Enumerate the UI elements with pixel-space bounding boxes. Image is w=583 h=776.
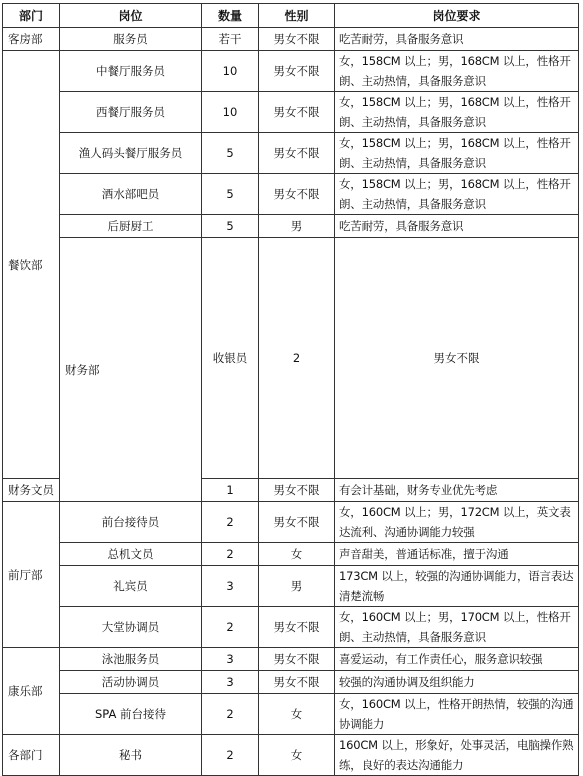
table-row (3, 174, 579, 215)
quantity-cell: 3 (202, 566, 259, 607)
gender-cell: 男女不限 (259, 28, 335, 51)
position-cell: 酒水部吧员 (60, 174, 202, 215)
table-row (3, 133, 579, 174)
recruitment-table (2, 3, 579, 776)
quantity-cell: 3 (202, 671, 259, 694)
gender-cell: 女 (259, 735, 335, 776)
position-cell: 活动协调员 (60, 671, 202, 694)
gender-cell: 男女不限 (259, 607, 335, 648)
requirement-cell: 有会计基础，财务专业优先考虑 (335, 479, 579, 502)
header-quantity: 数量 (202, 4, 259, 28)
gender-cell: 女 (259, 543, 335, 566)
position-cell: SPA 前台接待 (60, 694, 202, 735)
requirement-cell: 女，158CM 以上；男，168CM 以上，性格开朗、主动热情，具备服务意识 (335, 92, 579, 133)
table-row (3, 92, 579, 133)
quantity-cell: 2 (202, 607, 259, 648)
quantity-cell: 2 (202, 735, 259, 776)
gender-cell: 男女不限 (335, 238, 579, 479)
table-row (3, 215, 579, 238)
department-cell: 各部门 (3, 735, 60, 776)
gender-cell: 男女不限 (259, 671, 335, 694)
table-row (3, 607, 579, 648)
requirement-cell: 吃苦耐劳，具备服务意识 (335, 28, 579, 51)
department-cell: 财务部 (60, 238, 202, 502)
quantity-cell: 10 (202, 51, 259, 92)
header-row (3, 4, 579, 28)
gender-cell: 男女不限 (259, 648, 335, 671)
quantity-cell: 2 (202, 502, 259, 543)
header-position: 岗位 (60, 4, 202, 28)
position-cell: 泳池服务员 (60, 648, 202, 671)
department-cell: 客房部 (3, 28, 60, 51)
gender-cell: 男女不限 (259, 174, 335, 215)
requirement-cell: 女，160CM 以上，性格开朗热情，较强的沟通协调能力 (335, 694, 579, 735)
table-row (3, 648, 579, 671)
department-cell: 康乐部 (3, 648, 60, 735)
quantity-cell: 若干 (202, 28, 259, 51)
quantity-cell: 1 (202, 479, 259, 502)
gender-cell: 女 (259, 694, 335, 735)
quantity-cell: 10 (202, 92, 259, 133)
table-row (3, 566, 579, 607)
department-cell: 前厅部 (3, 502, 60, 648)
table-body (3, 28, 579, 776)
gender-cell: 男 (259, 566, 335, 607)
table-row (3, 502, 579, 543)
requirement-cell: 女，158CM 以上；男，168CM 以上，性格开朗、主动热情，具备服务意识 (335, 174, 579, 215)
table-row (3, 671, 579, 694)
header-gender: 性别 (259, 4, 335, 28)
requirement-cell: 女，158CM 以上；男，168CM 以上，性格开朗、主动热情，具备服务意识 (335, 133, 579, 174)
position-cell: 大堂协调员 (60, 607, 202, 648)
gender-cell: 男女不限 (259, 92, 335, 133)
gender-cell: 男 (259, 215, 335, 238)
requirement-cell: 女，158CM 以上；男，168CM 以上，性格开朗、主动热情，具备服务意识 (335, 51, 579, 92)
requirement-cell: 吃苦耐劳，具备服务意识 (335, 215, 579, 238)
department-cell: 餐饮部 (3, 51, 60, 479)
position-cell: 总机文员 (60, 543, 202, 566)
position-cell: 西餐厅服务员 (60, 92, 202, 133)
requirement-cell: 女，160CM 以上；男，170CM 以上，性格开朗、主动热情，具备服务意识 (335, 607, 579, 648)
quantity-cell: 5 (202, 215, 259, 238)
position-cell: 中餐厅服务员 (60, 51, 202, 92)
table-row (3, 28, 579, 51)
position-cell: 渔人码头餐厅服务员 (60, 133, 202, 174)
quantity-cell: 3 (202, 648, 259, 671)
gender-cell: 男女不限 (259, 502, 335, 543)
requirement-cell: 声音甜美，普通话标准，擅于沟通 (335, 543, 579, 566)
requirement-cell: 较强的沟通协调及组织能力 (335, 671, 579, 694)
table-row (3, 51, 579, 92)
quantity-cell: 2 (202, 694, 259, 735)
requirement-cell: 173CM 以上，较强的沟通协调能力，语言表达清楚流畅 (335, 566, 579, 607)
quantity-cell: 2 (259, 238, 335, 479)
gender-cell: 男女不限 (259, 479, 335, 502)
quantity-cell: 5 (202, 174, 259, 215)
gender-cell: 男女不限 (259, 51, 335, 92)
table-row (3, 694, 579, 735)
quantity-cell: 2 (202, 543, 259, 566)
requirement-cell: 喜爱运动，有工作责任心，服务意识较强 (335, 648, 579, 671)
requirement-cell: 女，160CM 以上；男，172CM 以上，英文表达流利、沟通协调能力较强 (335, 502, 579, 543)
quantity-cell: 5 (202, 133, 259, 174)
position-cell: 收银员 (202, 238, 259, 479)
position-cell: 服务员 (60, 28, 202, 51)
table-row (3, 735, 579, 776)
table-row (3, 543, 579, 566)
requirement-cell: 160CM 以上，形象好，处事灵活，电脑操作熟练，良好的表达沟通能力 (335, 735, 579, 776)
position-cell: 礼宾员 (60, 566, 202, 607)
position-cell: 财务文员 (3, 479, 60, 502)
header-requirements: 岗位要求 (335, 4, 579, 28)
position-cell: 秘书 (60, 735, 202, 776)
header-dept: 部门 (3, 4, 60, 28)
position-cell: 前台接待员 (60, 502, 202, 543)
gender-cell: 男女不限 (259, 133, 335, 174)
table-row (3, 238, 579, 479)
position-cell: 后厨厨工 (60, 215, 202, 238)
